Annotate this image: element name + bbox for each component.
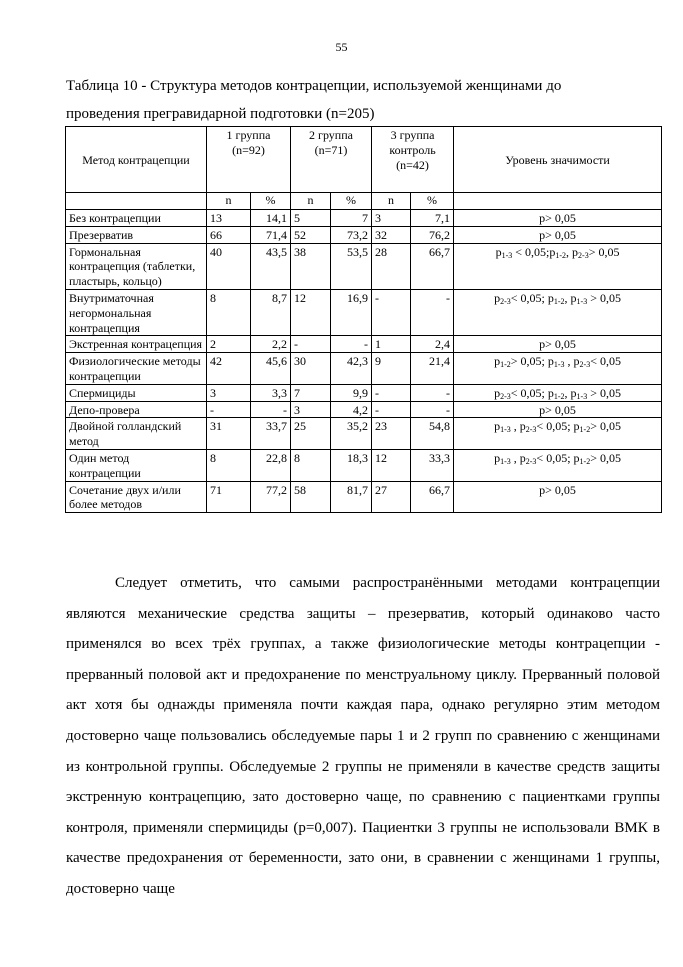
group2-pct-cell: 73,2 [331, 226, 372, 243]
group2-n-cell: 58 [291, 481, 331, 513]
method-cell: Физиологические методы контрацепции [66, 353, 207, 385]
group3-pct-cell: - [411, 384, 454, 401]
table-row [66, 401, 662, 418]
subheader-pct: % [411, 193, 454, 210]
header-group-1: 1 группа (n=92) [207, 127, 291, 193]
table-row [66, 289, 662, 335]
group3-pct-cell: 66,7 [411, 243, 454, 289]
group2-pct-cell: 4,2 [331, 401, 372, 418]
method-cell: Без контрацепции [66, 210, 207, 227]
method-cell: Внутриматочная негормональная контрацепция [66, 289, 207, 335]
group1-n-cell: 71 [207, 481, 251, 513]
group1-pct-cell: 8,7 [251, 289, 291, 335]
table-row [66, 353, 662, 385]
method-cell: Гормональная контрацепция (таблетки, пластырь, кольцо) [66, 243, 207, 289]
group1-n-cell: 40 [207, 243, 251, 289]
significance-cell: $p_{1-3}$ , $p_{2-3}< 0,05$; $p_{1-2}> 0,05$ [454, 418, 662, 450]
subheader-n: n [207, 193, 251, 210]
group1-n-cell: 2 [207, 336, 251, 353]
table-row [66, 336, 662, 353]
table-row [66, 243, 662, 289]
subheader-empty [66, 193, 207, 210]
group3-pct-cell: - [411, 289, 454, 335]
group3-pct-cell: 66,7 [411, 481, 454, 513]
table-row [66, 226, 662, 243]
group1-pct-cell: 33,7 [251, 418, 291, 450]
group2-pct-cell: 53,5 [331, 243, 372, 289]
group1-pct-cell: - [251, 401, 291, 418]
group2-pct-cell: 7 [331, 210, 372, 227]
group3-pct-cell: 7,1 [411, 210, 454, 227]
header-group-2: 2 группа (n=71) [291, 127, 372, 193]
group1-pct-cell: 77,2 [251, 481, 291, 513]
group3-pct-cell: 54,8 [411, 418, 454, 450]
table-row [66, 210, 662, 227]
group3-pct-cell: 33,3 [411, 449, 454, 481]
header-method: Метод контрацепции [66, 127, 207, 193]
group2-n-cell: 38 [291, 243, 331, 289]
group3-n-cell: 28 [372, 243, 411, 289]
group2-n-cell: 5 [291, 210, 331, 227]
group3-pct-cell: 2,4 [411, 336, 454, 353]
group2-n-cell: 12 [291, 289, 331, 335]
table-row [66, 418, 662, 450]
method-cell: Презерватив [66, 226, 207, 243]
page-number: 55 [335, 40, 348, 54]
significance-cell: p> 0,05 [454, 481, 662, 513]
group1-pct-cell: 2,2 [251, 336, 291, 353]
group1-pct-cell: 45,6 [251, 353, 291, 385]
group1-n-cell: 8 [207, 289, 251, 335]
body-paragraph: Следует отметить, что самыми распространёнными методами контрацепции являются механические средства защиты – презерватив, который одинаково часто применялся во всех трёх группах, а также физиологические методы контрацепции - прерванный половой акт и предохранение по менструальному циклу. Прерванный половой акт хотя бы однажды применяла почти каждая пара, однако регулярно этим методом достоверно чаще пользовались обследуемые пары 1 и 2 групп по сравнению с женщинами из контрольной группы. Обследуемые 2 группы не применяли в качестве средств защиты экстренную контрацепцию, зато достоверно чаще, по сравнению с пациентками группы контроля, применяли спермициды (р=0,007). Пациентки 3 группы не использовали ВМК в качестве предохранения от беременности, зато они, в сравнении с женщинами 1 группы, достоверно чаще [66, 575, 660, 897]
group3-n-cell: 3 [372, 210, 411, 227]
subheader-n: n [372, 193, 411, 210]
group2-n-cell: 3 [291, 401, 331, 418]
group1-n-cell: 66 [207, 226, 251, 243]
group3-n-cell: - [372, 384, 411, 401]
subheader-pct: % [331, 193, 372, 210]
method-cell: Сочетание двух и/или более методов [66, 481, 207, 513]
header-group-3: 3 группа контроль (n=42) [372, 127, 454, 193]
group1-pct-cell: 14,1 [251, 210, 291, 227]
group2-n-cell: - [291, 336, 331, 353]
group3-n-cell: 1 [372, 336, 411, 353]
subheader-n: n [291, 193, 331, 210]
group2-pct-cell: 16,9 [331, 289, 372, 335]
group3-n-cell: 27 [372, 481, 411, 513]
group1-pct-cell: 22,8 [251, 449, 291, 481]
group2-n-cell: 25 [291, 418, 331, 450]
group2-n-cell: 7 [291, 384, 331, 401]
group2-pct-cell: 9,9 [331, 384, 372, 401]
group1-n-cell: - [207, 401, 251, 418]
group1-n-cell: 13 [207, 210, 251, 227]
group3-n-cell: 23 [372, 418, 411, 450]
group3-n-cell: 32 [372, 226, 411, 243]
group3-pct-cell: - [411, 401, 454, 418]
significance-cell: $p_{1-2}> 0,05$; $p_{1-3}$ , $p_{2-3}< 0,05$ [454, 353, 662, 385]
group1-pct-cell: 43,5 [251, 243, 291, 289]
method-cell: Экстренная контрацепция [66, 336, 207, 353]
significance-cell: p> 0,05 [454, 210, 662, 227]
group2-pct-cell: 81,7 [331, 481, 372, 513]
method-cell: Спермициды [66, 384, 207, 401]
significance-cell: p> 0,05 [454, 401, 662, 418]
group2-pct-cell: - [331, 336, 372, 353]
group2-n-cell: 8 [291, 449, 331, 481]
table-caption: Таблица 10 - Структура методов контрацепции, используемой женщинами до проведения прегравидарной подготовки (n=205) [66, 78, 562, 122]
significance-cell: p> 0,05 [454, 226, 662, 243]
group3-pct-cell: 21,4 [411, 353, 454, 385]
group2-n-cell: 30 [291, 353, 331, 385]
header-significance: Уровень значимости [454, 127, 662, 193]
table-row [66, 449, 662, 481]
group2-pct-cell: 42,3 [331, 353, 372, 385]
group1-n-cell: 3 [207, 384, 251, 401]
group1-n-cell: 8 [207, 449, 251, 481]
group3-n-cell: - [372, 289, 411, 335]
method-cell: Двойной голландский метод [66, 418, 207, 450]
table-row [66, 384, 662, 401]
group2-pct-cell: 18,3 [331, 449, 372, 481]
group3-pct-cell: 76,2 [411, 226, 454, 243]
group1-pct-cell: 3,3 [251, 384, 291, 401]
subheader-pct: % [251, 193, 291, 210]
significance-cell: $p_{2-3}< 0,05$; $p_{1-2}$, $p_{1-3} > 0,05$ [454, 384, 662, 401]
table-row [66, 481, 662, 513]
group3-n-cell: 9 [372, 353, 411, 385]
significance-cell: $p_{1-3}$ < $0,05;p_{1-2}$, $p_{2-3}> 0,05$ [454, 243, 662, 289]
significance-cell: $p_{2-3}< 0,05$; $p_{1-2}$, $p_{1-3} > 0,05$ [454, 289, 662, 335]
body-text [66, 568, 660, 905]
significance-cell: p> 0,05 [454, 336, 662, 353]
method-cell: Один метод контрацепции [66, 449, 207, 481]
subheader-empty [454, 193, 662, 210]
group2-pct-cell: 35,2 [331, 418, 372, 450]
group1-n-cell: 31 [207, 418, 251, 450]
contraception-table [65, 126, 662, 513]
significance-cell: $p_{1-3}$ , $p_{2-3}< 0,05$; $p_{1-2}> 0,05$ [454, 449, 662, 481]
group1-pct-cell: 71,4 [251, 226, 291, 243]
group2-n-cell: 52 [291, 226, 331, 243]
group3-n-cell: - [372, 401, 411, 418]
group1-n-cell: 42 [207, 353, 251, 385]
method-cell: Депо-провера [66, 401, 207, 418]
group3-n-cell: 12 [372, 449, 411, 481]
